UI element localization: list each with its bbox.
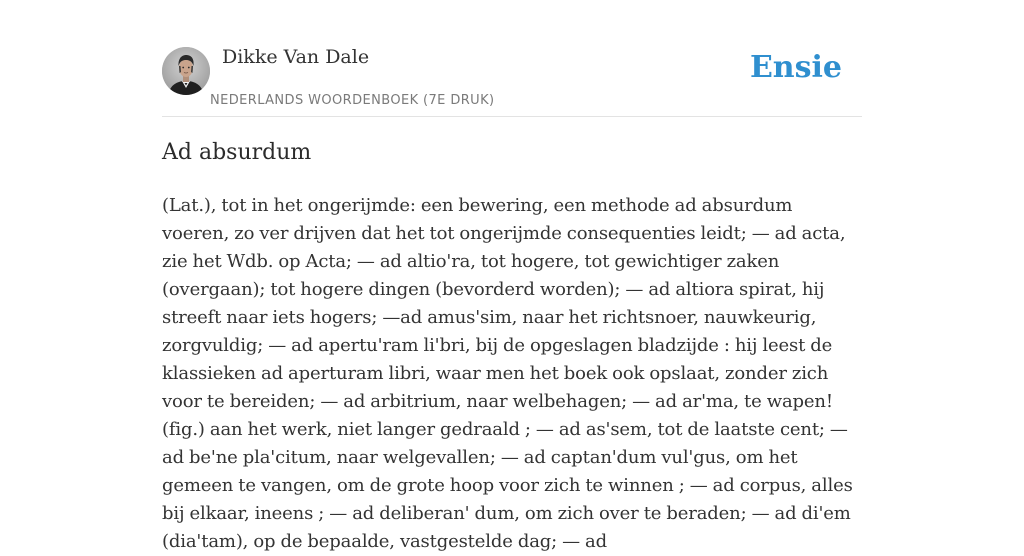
entry-header: [162, 0, 862, 117]
entry-card: [162, 0, 862, 552]
portrait-icon: [162, 47, 210, 95]
source-label[interactable]: NEDERLANDS WOORDENBOEK (7E DRUK): [210, 93, 495, 108]
author-name[interactable]: Dikke Van Dale: [222, 46, 370, 68]
entry-definition: (Lat.), tot in het ongerijmde: een bewering, een methode ad absurdum voeren, zo ver drijven dat het tot ongerijmde consequenties leidt; — ad acta, zie het Wdb. op Acta; — ad altio'ra, tot hogere, tot gewichtiger zaken (overgaan); tot hogere dingen (bevorderd worden); — ad altiora spirat, hij streeft naar iets hogers; —ad amus'sim, naar het richtsnoer, nauwkeurig, zorgvuldig; — ad apertu'ram li'bri, bij de opgeslagen bladzijde : hij leest de klassieken ad aperturam libri, waar men het boek ook opslaat, zonder zich voor te bereiden; — ad arbitrium, naar welbehagen; — ad ar'ma, te wapen! (fig.) aan het werk, niet langer gedraald ; — ad as'sem, tot de laatste cent; — ad be'ne pla'citum, naar welgevallen; — ad captan'dum vul'gus, om het gemeen te vangen, om de grote hoop voor zich te winnen ; — ad corpus, alles bij elkaar, ineens ; — ad deliberan' dum, om zich over te beraden; — ad di'em (dia'tam), op de bepaalde, vastgestelde dag; — ad: [162, 195, 853, 552]
site-logo[interactable]: Ensie: [749, 50, 842, 85]
author-avatar[interactable]: [162, 47, 210, 95]
entry-title: Ad absurdum: [162, 140, 312, 165]
